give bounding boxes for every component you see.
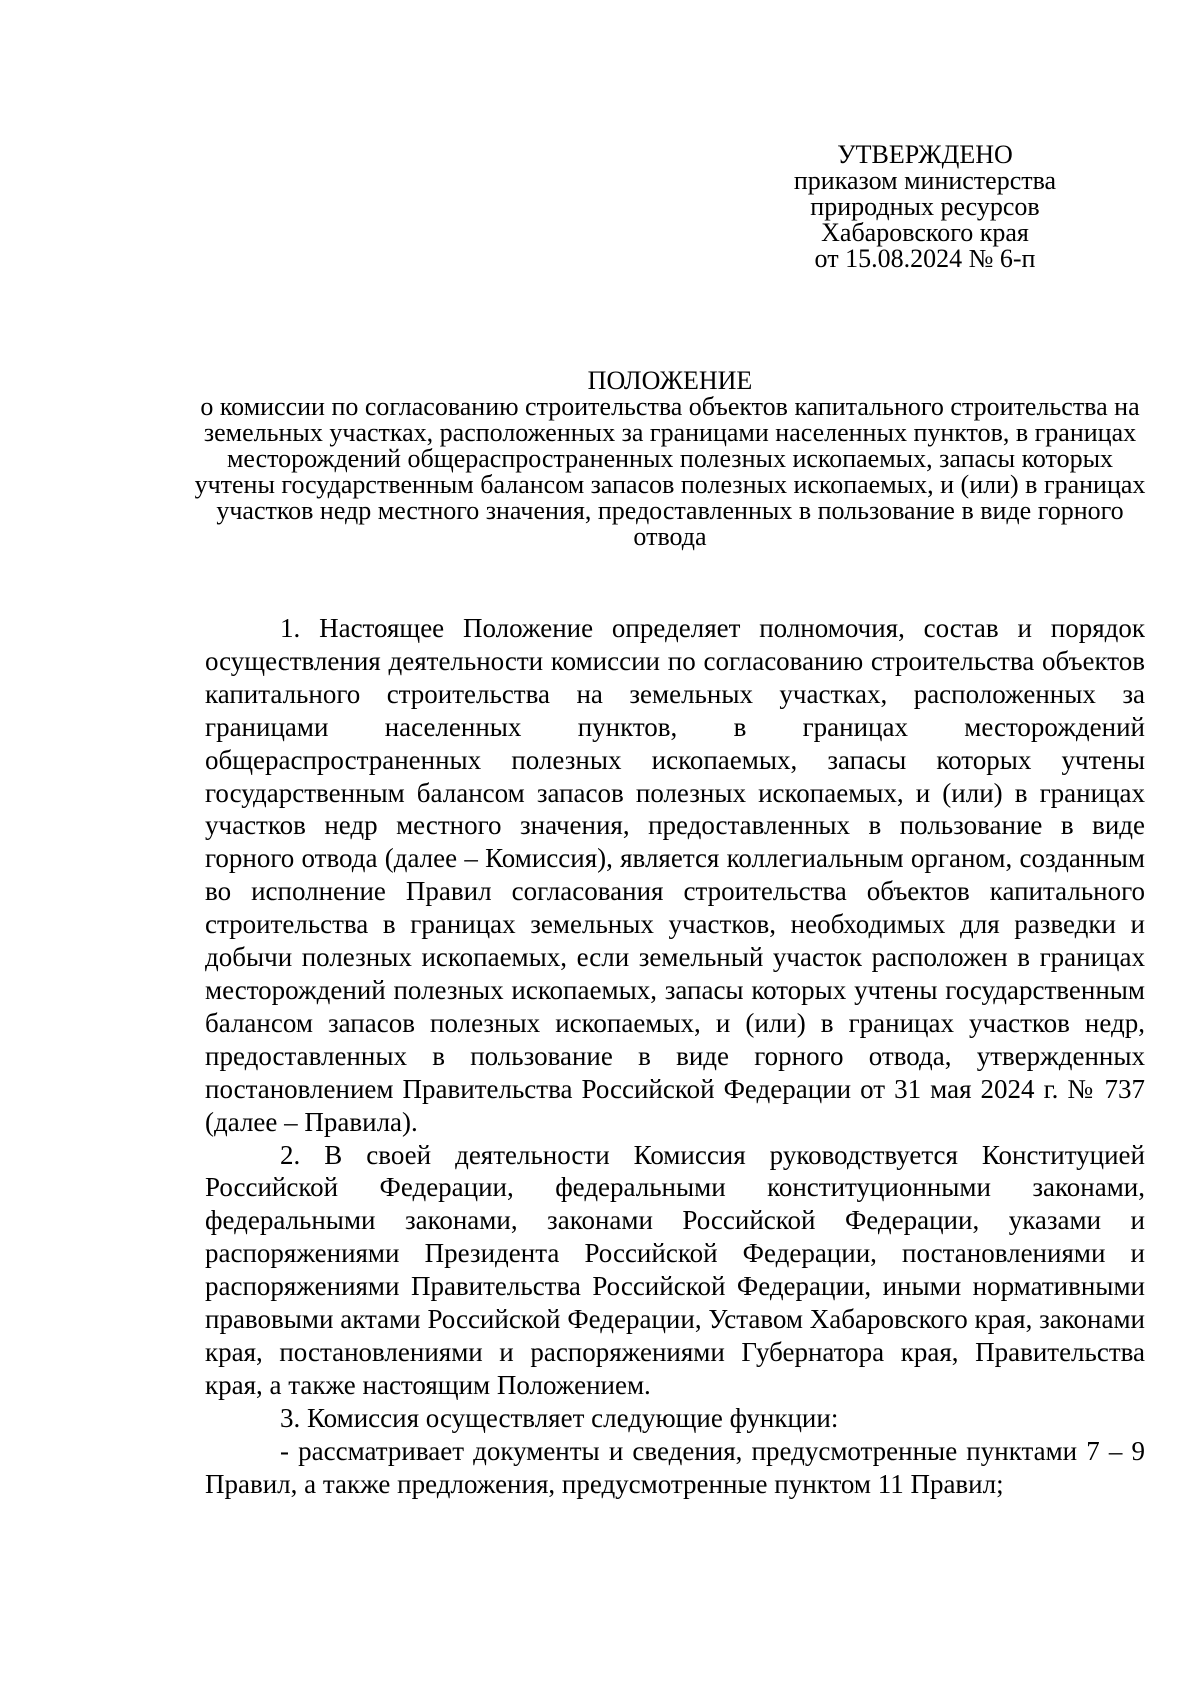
document-title: ПОЛОЖЕНИЕ	[587, 366, 753, 395]
paragraph: 2. В своей деятельности Комиссия руководствуется Конституцией Российской Федерации, федеральными конституционными законами, федеральными законами, законами Российской Федерации, указами и распоряжениями Президента Российской Федерации, постановлениями и распоряжениями Правительства Российской Федерации, иными нормативными правовыми актами Российской Федерации, Уставом Хабаровского края, законами края, постановлениями и распоряжениями Губернатора края, Правительства края, а также настоящим Положением.	[205, 1139, 1145, 1400]
approval-line: природных ресурсов	[810, 192, 1040, 221]
document-subtitle: о комиссии по согласованию строительства объектов капитального строительства на земельных участках, расположенных за границами населенных пунктов, в границах месторождений общераспространенных полезных ископаемых, запасы которых учтены государственным балансом запасов полезных ископаемых, и (или) в границах участков недр местного значения, предоставленных в пользование в виде горного отвода	[194, 392, 1146, 551]
approval-line: Хабаровского края	[821, 218, 1029, 247]
paragraph: - рассматривает документы и сведения, предусмотренные пунктами 7 – 9 Правил, а также предложения, предусмотренные пунктом 11 Правил;	[205, 1435, 1145, 1499]
approval-stamp	[740, 142, 1110, 272]
paragraph: 1. Настоящее Положение определяет полномочия, состав и порядок осуществления деятельности комиссии по согласованию строительства объектов капитального строительства на земельных участках, расположенных за границами населенных пунктов, в границах месторождений общераспространенных полезных ископаемых, запасы которых учтены государственным балансом запасов полезных ископаемых, и (или) в границах участков недр местного значения, предоставленных в пользование в виде горного отвода (далее – Комиссия), является коллегиальным органом, созданным во исполнение Правил согласования строительства объектов капитального строительства в границах земельных участков, необходимых для разведки и добычи полезных ископаемых, если земельный участок расположен в границах месторождений полезных ископаемых, запасы которых учтены государственным балансом запасов полезных ископаемых, и (или) в границах участков недр, предоставленных в пользование в виде горного отвода, утвержденных постановлением Правительства Российской Федерации от 31 мая 2024 г. № 737 (далее – Правила).	[205, 613, 1145, 1137]
approval-heading: УТВЕРЖДЕНО	[837, 140, 1013, 169]
document-title-block	[190, 368, 1150, 550]
paragraph: 3. Комиссия осуществляет следующие функции:	[280, 1402, 839, 1433]
approval-line: приказом министерства	[793, 166, 1057, 195]
approval-date-number: от 15.08.2024 № 6-п	[814, 244, 1036, 273]
document-body	[205, 612, 1145, 1500]
